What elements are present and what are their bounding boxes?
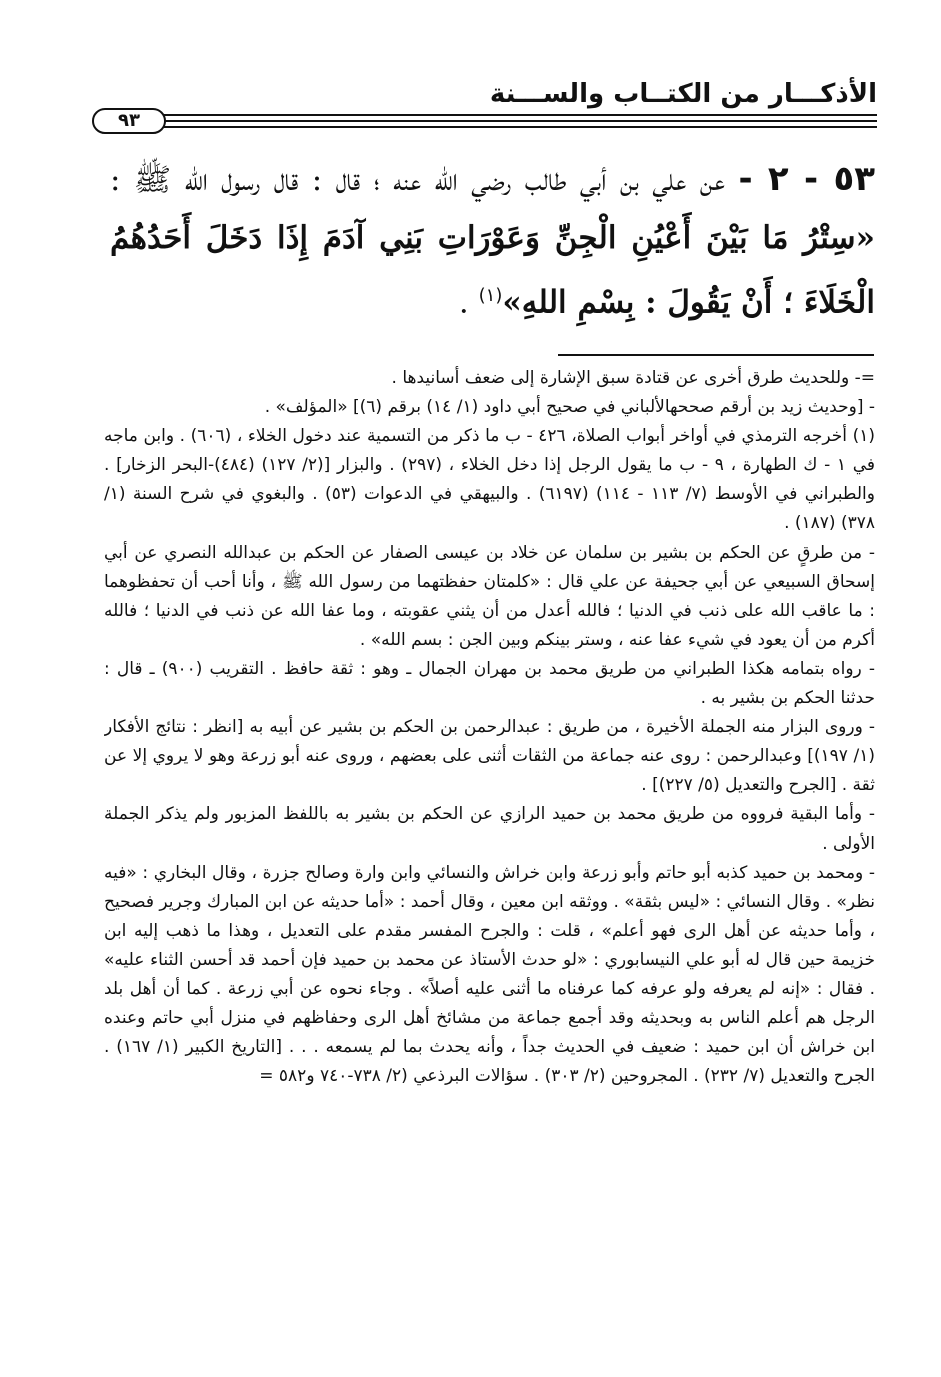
footnote-marker: (١): [478, 285, 503, 306]
hadith-intro: عن علي بن أبي طالب رضي الله عنه ؛ قال : قال رسول الله ﷺ :: [110, 162, 726, 198]
header-rule: [164, 126, 877, 128]
footnotes-section: [104, 364, 875, 1364]
running-title: الأذكـــار من الكتــاب والســـنة: [489, 79, 877, 109]
footnote-paragraph: - [وحديث زيد بن أرقم صححهالألباني في صحيح أبي داود (١/ ١٤) برقم (٦)] «المؤلف» .: [264, 397, 875, 418]
page-number: ٩٣: [92, 108, 166, 134]
footnote-paragraph: - من طرقٍ عن الحكم بن بشير بن سلمان عن خلاد بن عيسى الصفار عن الحكم بن عبدالله النصري عن أبي إسحاق السبيعي عن أبي جحيفة عن علي قال : «كلمتان حفظتهما من رسول الله ﷺ ، وأنا أحب أن تحفظوهما : ما عاقب الله على ذنب في الدنيا ؛ فالله أعدل من أن يثني عقوبته ، وما عفا الله عن ذنب في الدنيا ؛ فالله أكرم من أن يعود في شيء عفا عنه ، وستر بينكم وبين الجن : بسم الله» .: [104, 542, 875, 650]
footnote-paragraph: =- وللحديث طرق أخرى عن قتادة سبق الإشارة إلى ضعف أسانيدها .: [391, 368, 875, 388]
footnote-separator: [558, 354, 874, 356]
footnote-paragraph: - رواه بتمامه هكذا الطبراني من طريق محمد بن مهران الجمال ـ وهو : ثقة حافظ . التقريب (٩٠٠) ـ قال : حدثنا الحكم بن بشير به .: [104, 658, 875, 709]
footnote-paragraph: - ومحمد بن حميد كذبه أبو حاتم وأبو زرعة وابن خراش والنسائي وابن وارة وصالح جزرة ، وقال البخاري : «فيه نظر» . وقال النسائي : «ليس بثقة» . ووثقه ابن معين ، وقال أحمد : «أما حديثه عن ابن المبارك وجرير فصحيح ، وأما حديثه عن أهل الرى فهو أعلم» ، قلت : والجرح المفسر مقدم على التعديل ، وهذا ما ذهب إليه ابن خزيمة حين قال له أبو علي النيسابوري : «لو حدث الأستاذ عن محمد بن حميد فإن أحمد قد أحسن الثناء عليه» . فقال : «إنه لم يعرفه ولو عرفه كما عرفناه ما أثنى عليه أصلاً» . وجاء نحوه عن أبي زرعة . كما أن أهل بلد الرجل هم أعلم الناس به وبحديثه وقد أجمع جماعة من مشائخ أهل الرى وحفاظهم في منزل أبي حاتم وعنده ابن خراش أن ابن حميد : ضعيف في الحديث جداً ، وأنه يحدث بما لم يسمعه . . . [التاريخ الكبير (١/ ١٦٧) . الجرح والتعديل (٧/ ٢٣٢) . المجروحين (٢/ ٣٠٣) . سؤالات البرذعي (٢/ ٧٣٨-٧٤٠ و٥٨٢ =: [104, 862, 875, 1087]
hadith-number: ٥٣ - ٢ -: [738, 159, 875, 199]
header-rule: [164, 114, 877, 116]
header-rule: [164, 120, 877, 122]
hadith-text-block: [110, 150, 875, 331]
hadith-prophetic-text: «سِتْرُ مَا بَيْنَ أَعْيُنِ الْجِنِّ وَعَوْرَاتِ بَنِي آدَمَ إِذَا دَخَلَ أَحَدُهُمُ الْخَلَاءَ ؛ أَنْ يَقُولَ : بِسْمِ اللهِ»: [110, 220, 875, 321]
footnote-paragraph: - وأما البقية فرووه من طريق محمد بن حميد الرازي عن الحكم بن بشير به باللفظ المزبور ولم يذكر الجملة الأولى .: [104, 804, 875, 854]
footnote-paragraph: - وروى البزار منه الجملة الأخيرة ، من طريق : عبدالرحمن بن الحكم بن بشير عن أبيه به [انظر : نتائج الأفكار (١/ ١٩٧)] وعبدالرحمن : روى عنه جماعة من الثقات أثنى على بعضهم ، وروى عنه أبو زرعة وهو لا يروي إلا عن ثقة . [الجرح والتعديل (٥/ ٢٢٧)] .: [104, 717, 875, 796]
footnote-paragraph: (١) أخرجه الترمذي في أواخر أبواب الصلاة، ٤٢٦ - ب ما ذكر من التسمية عند دخول الخلاء ، (٦٠٦) . وابن ماجه في ١ - ك الطهارة ، ٩ - ب ما يقول الرجل إذا دخل الخلاء ، (٢٩٧) . والبزار [(٢/ ١٢٧) (٤٨٤)-البحر الزخار] . والطبراني في الأوسط (٧/ ١١٣ - ١١٤) (٦١٩٧) . والبيهقي في الدعوات (٥٣) . والبغوي في شرح السنة (١/ ٣٧٨) (١٨٧) .: [104, 426, 875, 534]
hadith-end: .: [458, 284, 469, 321]
